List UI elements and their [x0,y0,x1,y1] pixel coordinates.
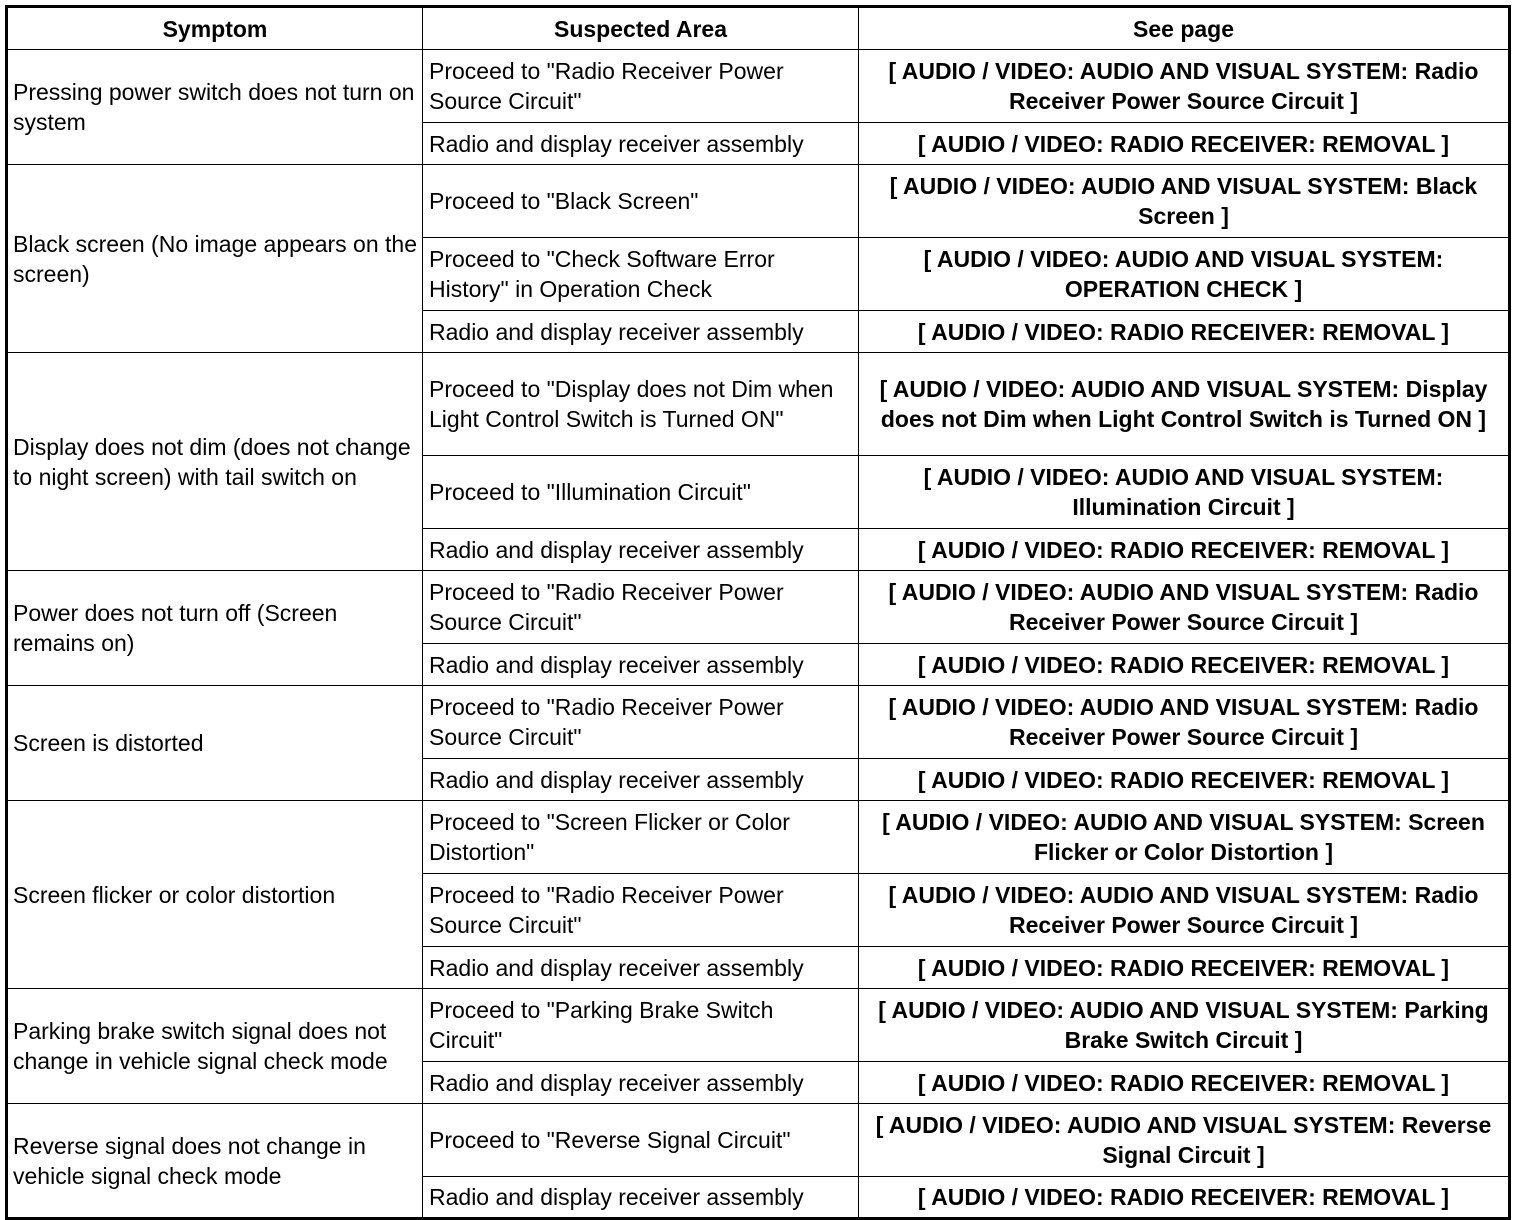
suspected-area-cell: Proceed to "Parking Brake Switch Circuit" [423,989,859,1062]
suspected-area-cell: Proceed to "Black Screen" [423,165,859,238]
header-symptom: Symptom [7,7,423,50]
see-page-reference: [ AUDIO / VIDEO: RADIO RECEIVER: REMOVAL ] [859,947,1510,989]
table-row [7,165,1510,238]
suspected-area-cell: Proceed to "Illumination Circuit" [423,456,859,529]
see-page-reference: [ AUDIO / VIDEO: RADIO RECEIVER: REMOVAL ] [859,644,1510,686]
suspected-area-cell: Proceed to "Radio Receiver Power Source Circuit" [423,50,859,123]
symptom-cell: Screen is distorted [7,686,423,801]
see-page-reference: [ AUDIO / VIDEO: AUDIO AND VISUAL SYSTEM: OPERATION CHECK ] [859,238,1510,311]
suspected-area-cell: Radio and display receiver assembly [423,1062,859,1104]
table-row [7,801,1510,874]
symptom-cell: Parking brake switch signal does not change in vehicle signal check mode [7,989,423,1104]
symptom-cell: Screen flicker or color distortion [7,801,423,989]
see-page-reference: [ AUDIO / VIDEO: AUDIO AND VISUAL SYSTEM: Radio Receiver Power Source Circuit ] [859,571,1510,644]
table-row [7,989,1510,1062]
symptom-cell: Black screen (No image appears on the screen) [7,165,423,353]
see-page-reference: [ AUDIO / VIDEO: AUDIO AND VISUAL SYSTEM: Radio Receiver Power Source Circuit ] [859,50,1510,123]
see-page-reference: [ AUDIO / VIDEO: RADIO RECEIVER: REMOVAL ] [859,1062,1510,1104]
symptom-table [5,5,1511,1220]
table-row [7,571,1510,644]
see-page-reference: [ AUDIO / VIDEO: RADIO RECEIVER: REMOVAL ] [859,1177,1510,1219]
suspected-area-cell: Radio and display receiver assembly [423,644,859,686]
see-page-reference: [ AUDIO / VIDEO: RADIO RECEIVER: REMOVAL ] [859,311,1510,353]
suspected-area-cell: Proceed to "Display does not Dim when Light Control Switch is Turned ON" [423,353,859,456]
symptom-cell: Display does not dim (does not change to night screen) with tail switch on [7,353,423,571]
see-page-reference: [ AUDIO / VIDEO: RADIO RECEIVER: REMOVAL ] [859,759,1510,801]
symptom-cell: Reverse signal does not change in vehicle signal check mode [7,1104,423,1219]
suspected-area-cell: Proceed to "Radio Receiver Power Source Circuit" [423,571,859,644]
table-row [7,353,1510,456]
see-page-reference: [ AUDIO / VIDEO: RADIO RECEIVER: REMOVAL ] [859,529,1510,571]
symptom-cell: Power does not turn off (Screen remains on) [7,571,423,686]
see-page-reference: [ AUDIO / VIDEO: AUDIO AND VISUAL SYSTEM: Illumination Circuit ] [859,456,1510,529]
header-suspected-area: Suspected Area [423,7,859,50]
suspected-area-cell: Proceed to "Screen Flicker or Color Distortion" [423,801,859,874]
see-page-reference: [ AUDIO / VIDEO: AUDIO AND VISUAL SYSTEM: Display does not Dim when Light Control Switch is Turned ON ] [859,353,1510,456]
symptom-cell: Pressing power switch does not turn on system [7,50,423,165]
suspected-area-cell: Radio and display receiver assembly [423,529,859,571]
suspected-area-cell: Radio and display receiver assembly [423,759,859,801]
suspected-area-cell: Proceed to "Reverse Signal Circuit" [423,1104,859,1177]
suspected-area-cell: Radio and display receiver assembly [423,123,859,165]
suspected-area-cell: Proceed to "Radio Receiver Power Source Circuit" [423,874,859,947]
see-page-reference: [ AUDIO / VIDEO: AUDIO AND VISUAL SYSTEM: Screen Flicker or Color Distortion ] [859,801,1510,874]
see-page-reference: [ AUDIO / VIDEO: AUDIO AND VISUAL SYSTEM: Radio Receiver Power Source Circuit ] [859,874,1510,947]
table-row [7,50,1510,123]
header-see-page: See page [859,7,1510,50]
see-page-reference: [ AUDIO / VIDEO: AUDIO AND VISUAL SYSTEM: Reverse Signal Circuit ] [859,1104,1510,1177]
suspected-area-cell: Proceed to "Radio Receiver Power Source Circuit" [423,686,859,759]
see-page-reference: [ AUDIO / VIDEO: AUDIO AND VISUAL SYSTEM: Black Screen ] [859,165,1510,238]
see-page-reference: [ AUDIO / VIDEO: AUDIO AND VISUAL SYSTEM: Radio Receiver Power Source Circuit ] [859,686,1510,759]
see-page-reference: [ AUDIO / VIDEO: RADIO RECEIVER: REMOVAL ] [859,123,1510,165]
suspected-area-cell: Radio and display receiver assembly [423,1177,859,1219]
suspected-area-cell: Radio and display receiver assembly [423,947,859,989]
suspected-area-cell: Radio and display receiver assembly [423,311,859,353]
table-row [7,1104,1510,1177]
see-page-reference: [ AUDIO / VIDEO: AUDIO AND VISUAL SYSTEM: Parking Brake Switch Circuit ] [859,989,1510,1062]
suspected-area-cell: Proceed to "Check Software Error History" in Operation Check [423,238,859,311]
header-row [7,7,1510,50]
table-row [7,686,1510,759]
